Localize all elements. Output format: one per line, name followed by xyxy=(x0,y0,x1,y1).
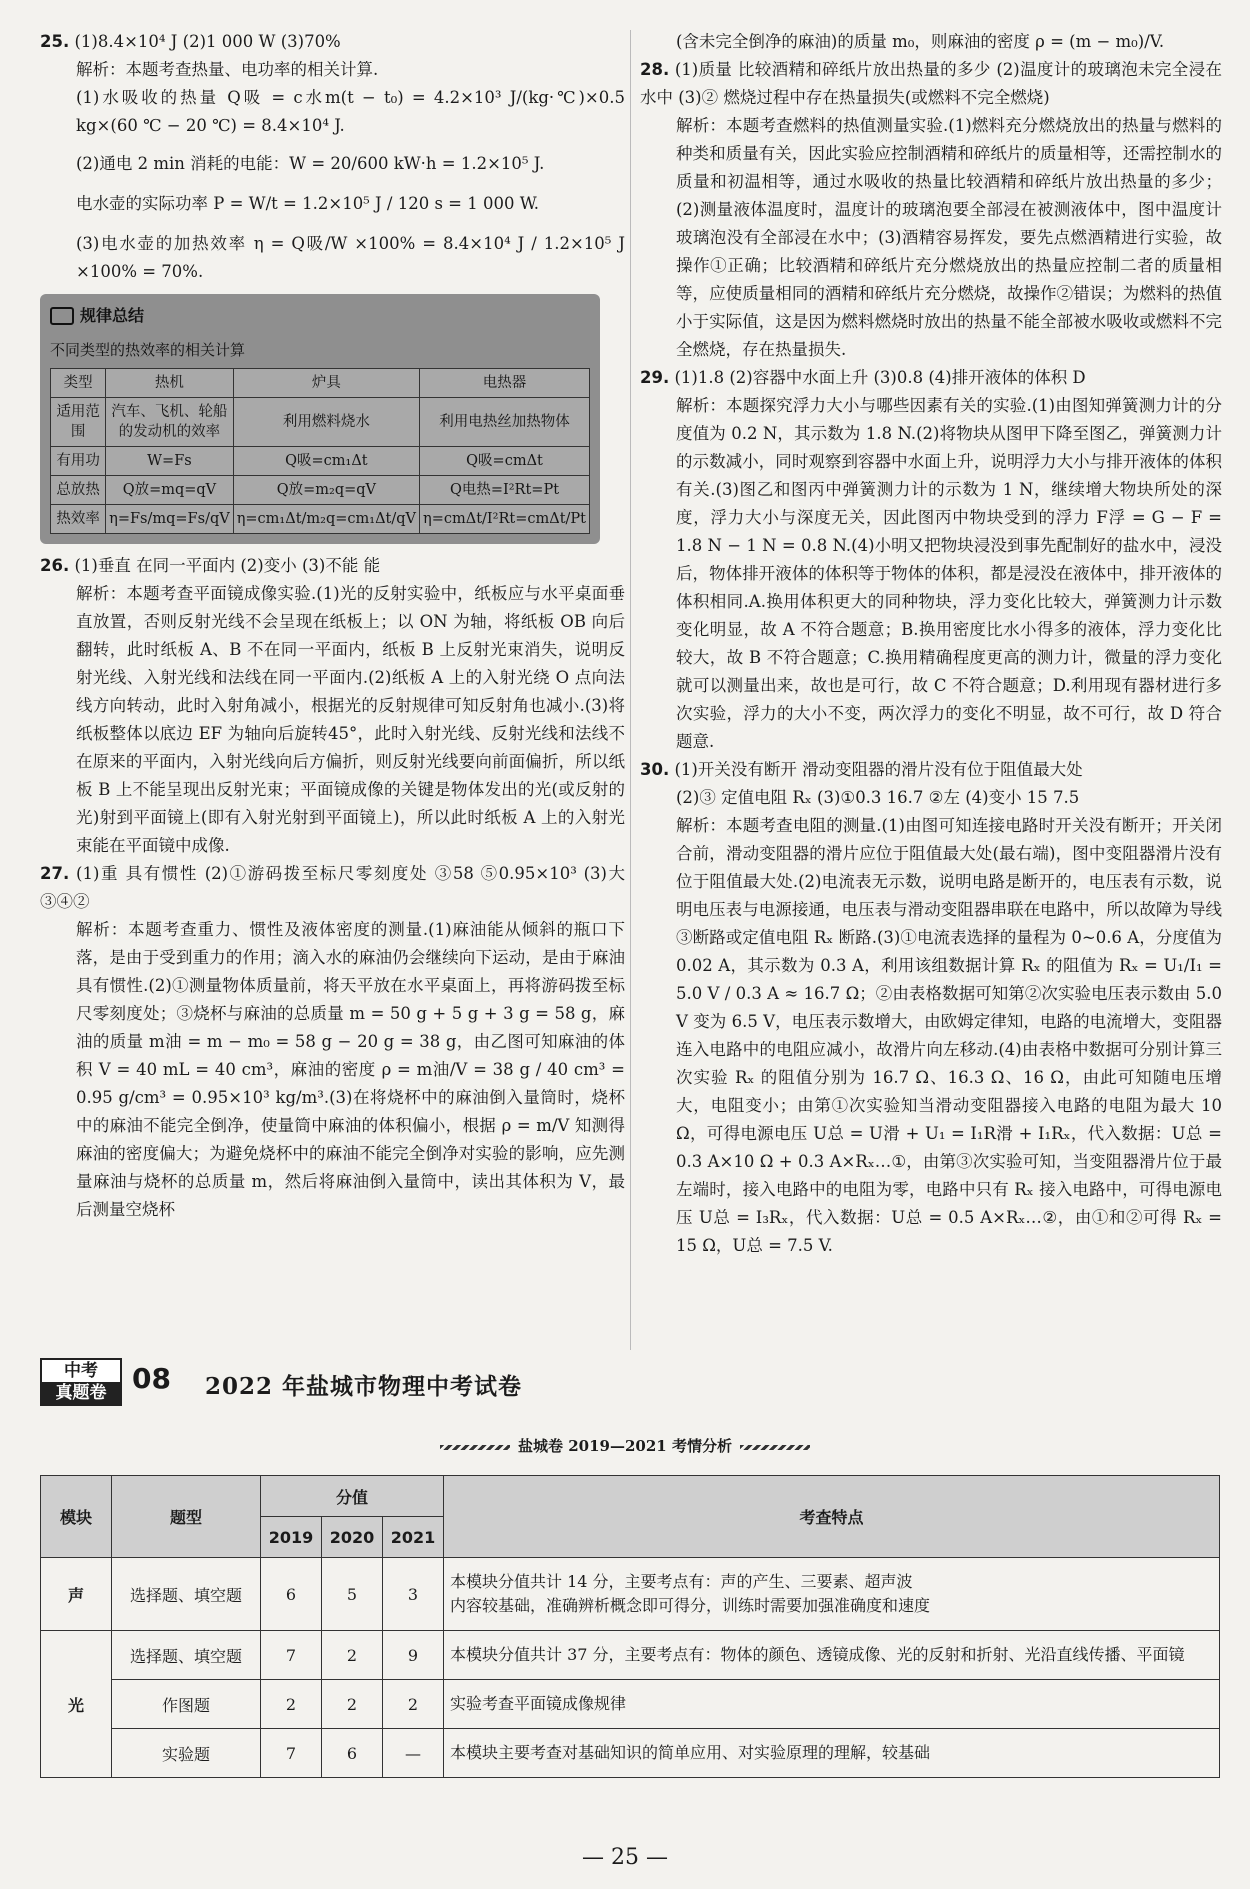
q26-explanation: 解析：本题考查平面镜成像实验.(1)光的反射实验中，纸板应与水平桌面垂直放置，否则反射光线不会呈现在纸板上；以 ON 为轴，将纸板 OB 向后翻转，此时纸板 A、B 不在同一平面内，纸板 B 上反射光束消失，说明反射光线、入射光线和法线在同一平面内.(2)纸板 A 上的入射光绕 O 点向法线方向转动，此时入射角减小，根据光的反射规律可知反射角也减小.(3)将纸板整体以底边 EF 为轴向后旋转45°，此时入射光线、反射光线和法线不在原来的平面内，入射光线向后方偏折，则反射光线要向前面偏折，所以纸板 B 上不能呈现出反射光束；平面镜成像的关键是物体发出的光(或反射的光)射到平面镜上(即有入射光射到平面镜上)，所以此时纸板 A 上的入射光束能在平面镜中成像. xyxy=(76,584,625,855)
table-row: 总放热 Q放=mq=qV Q放=m₂q=qV Q电热=I²Rt=Pt xyxy=(51,476,590,505)
right-column xyxy=(640,28,1222,1260)
table-row: 模块 题型 分值 考查特点 xyxy=(41,1476,1220,1517)
q27-number: 27. xyxy=(40,864,70,883)
table-row: 作图题 2 2 2 实验考查平面镜成像规律 xyxy=(41,1680,1220,1729)
table-row: 热效率 η=Fs/mq=Fs/qV η=cm₁Δt/m₂q=cm₁Δt/qV η=cmΔt/I²Rt=cmΔt/Pt xyxy=(51,505,590,534)
q26-number: 26. xyxy=(40,556,70,575)
q30-number: 30. xyxy=(640,760,670,779)
q30-answer-2: (2)③ 定值电阻 Rₓ (3)①0.3 16.7 ②左 (4)变小 15 7.5 xyxy=(676,788,1080,807)
q25-line-3: 电水壶的实际功率 P = W/t = 1.2×10⁵ J / 120 s = 1 000 W. xyxy=(76,194,540,213)
analysis-subheading: 盐城卷 2019—2021 考情分析 xyxy=(0,1435,1250,1456)
q25-answer: 25. (1)8.4×10⁴ J (2)1 000 W (3)70% xyxy=(40,32,341,51)
q25-line-4: (3)电水壶的加热效率 η = Q吸/W ×100% = 8.4×10⁴ J / 1.2×10⁵ J ×100% = 70%. xyxy=(76,234,625,281)
page-number: — 25 — xyxy=(582,1845,668,1870)
section-title: 2022 年盐城市物理中考试卷 xyxy=(205,1373,523,1400)
q25-line-1: (1)水吸收的热量 Q吸 = c水m(t − t₀) = 4.2×10³ J/(kg·℃)×0.5 kg×(60 ℃ − 20 ℃) = 8.4×10⁴ J. xyxy=(76,88,625,135)
hand-icon xyxy=(50,307,74,325)
table-row: 光 选择题、填空题 7 2 9 本模块分值共计 37 分，主要考点有：物体的颜色、透镜成像、光的反射和折射、光沿直线传播、平面镜 xyxy=(41,1631,1220,1680)
q30-explanation: 解析：本题考查电阻的测量.(1)由图可知连接电路时开关没有断开；开关闭合前，滑动变阻器的滑片应位于阻值最大处(最右端)，图中变阻器滑片没有位于阻值最大处.(2)电流表无示数，说明电路是断开的，电压表有示数，说明电压表与电源接通，电压表与滑动变阻器串联在电路中，所以故障为导线③断路或定值电阻 Rₓ 断路.(3)①电流表选择的量程为 0~0.6 A，分度值为 0.02 A，其示数为 0.3 A，利用该组数据计算 Rₓ 的阻值为 Rₓ = U₁/I₁ = 5.0 V / 0.3 A ≈ 16.7 Ω；②由表格数据可知第②次实验电压表示数由 5.0 V 变为 6.5 V，电压表示数增大，由欧姆定律知，电路的电流增大，变阻器连入电路中的电阻应减小，故滑片向左移动.(4)由表格中数据可分别计算三次实验 Rₓ 的阻值分别为 16.7 Ω、16.3 Ω、16 Ω，由此可知随电压增大，电阻变小；由第①次实验知当滑动变阻器接入电路的电阻为最大 10 Ω，可得电源电压 U总 = U滑 + U₁ = I₁R滑 + I₁Rₓ，代入数据：U总 = 0.3 A×10 Ω + 0.3 A×Rₓ…①，由第③次实验可知，当变阻器滑片位于最左端时，接入电路中的电阻为零，电路中只有 Rₓ 接入电路中，可得电源电压 U总 = I₃Rₓ，代入数据：U总 = 0.5 A×Rₓ…②，由①和②可得 Rₓ = 15 Ω，U总 = 7.5 V. xyxy=(676,816,1222,1255)
q25-explanation-title: 解析：本题考查热量、电功率的相关计算. xyxy=(76,60,379,79)
q27-explanation: 解析：本题考查重力、惯性及液体密度的测量.(1)麻油能从倾斜的瓶口下落，是由于受到重力的作用；滴入水的麻油仍会继续向下运动，是由于麻油具有惯性.(2)①测量物体质量前，将天平放在水平桌面上，再将游码拨至标尺零刻度处；③烧杯与麻油的总质量 m = 50 g + 5 g + 3 g = 58 g，麻油的质量 m油 = m − m₀ = 58 g − 20 g = 38 g，由乙图可知麻油的体积 V = 40 mL = 40 cm³，麻油的密度 ρ = m油/V = 38 g / 40 cm³ = 0.95 g/cm³ = 0.95×10³ kg/m³.(3)在将烧杯中的麻油倒入量筒时，烧杯中的麻油不能完全倒净，使量筒中麻油的体积偏小，根据 ρ = m/V 知测得麻油的密度偏大；为避免烧杯中的麻油不能完全倒净对实验的影响，应先测量麻油与烧杯的总质量 m，然后将麻油倒入量筒中，读出其体积为 V，最后测量空烧杯 xyxy=(76,920,625,1219)
summary-box xyxy=(40,294,600,544)
decor-bar-left xyxy=(440,1445,510,1450)
q29-explanation: 解析：本题探究浮力大小与哪些因素有关的实验.(1)由图知弹簧测力计的分度值为 0.2 N，其示数为 1.8 N.(2)将物块从图甲下降至图乙，弹簧测力计的示数减小，同时观察到容器中水面上升，说明浮力大小与排开液体的体积有关.(3)图乙和图丙中弹簧测力计的示数为 1 N，继续增大物块所处的深度，浮力大小与深度无关，因此图丙中物块受到的浮力 F浮 = G − F = 1.8 N − 1 N = 0.8 N.(4)小明又把物块浸没到事先配制好的盐水中，浸没后，物体排开液体的体积等于物体的体积，都是浸没在液体中，排开液体的体积相同.A.换用体积更大的同种物块，浮力变化比较大，弹簧测力计示数变化明显，故 A 不符合题意；B.换用密度比水小得多的液体，浮力变化比较大，故 B 不符合题意；C.换用精确程度更高的测力计，微量的浮力变化就可以测量出来，故也是可行，故 C 不符合题意；D.利用现有器材进行多次实验，浮力的大小不变，两次浮力的变化不明显，故不可行，故 D 符合题意. xyxy=(676,396,1222,751)
q29-answer: 29. (1)1.8 (2)容器中水面上升 (3)0.8 (4)排开液体的体积 D xyxy=(640,368,1086,387)
left-column xyxy=(40,28,625,1224)
q25-number: 25. xyxy=(40,32,70,51)
section-header xyxy=(40,1358,1220,1410)
q27-continuation: (含未完全倒净的麻油)的质量 m₀，则麻油的密度 ρ = (m − m₀)/V. xyxy=(676,32,1165,51)
column-divider xyxy=(630,30,631,1350)
table-row: 适用范围 汽车、飞机、轮船的发动机的效率 利用燃料烧水 利用电热丝加热物体 xyxy=(51,398,590,447)
q28-answer: 28. (1)质量 比较酒精和碎纸片放出热量的多少 (2)温度计的玻璃泡未完全浸在水中 (3)② 燃烧过程中存在热量损失(或燃料不完全燃烧) xyxy=(640,60,1223,107)
table-row: 声 选择题、填空题 6 5 3 本模块分值共计 14 分，主要考点有：声的产生、三要素、超声波 内容较基础，准确辨析概念即可得分，训练时需要加强准确度和速度 xyxy=(41,1558,1220,1631)
section-number: 08 xyxy=(132,1362,171,1395)
analysis-table xyxy=(40,1475,1220,1778)
summary-table xyxy=(50,368,590,534)
summary-title: 不同类型的热效率的相关计算 xyxy=(50,341,246,359)
table-row: 实验题 7 6 — 本模块主要考查对基础知识的简单应用、对实验原理的理解，较基础 xyxy=(41,1729,1220,1778)
summary-header: 规律总结 xyxy=(50,302,590,330)
q27-answer: 27. (1)重 具有惯性 (2)①游码拨至标尺零刻度处 ③58 ⑤0.95×10³ (3)大 ③④② xyxy=(40,864,626,911)
exam-badge: 中考 真题卷 xyxy=(40,1358,122,1406)
q28-explanation: 解析：本题考查燃料的热值测量实验.(1)燃料充分燃烧放出的热量与燃料的种类和质量有关，因此实验应控制酒精和碎纸片的质量相等，还需控制水的质量和初温相等，通过水吸收的热量比较酒精和碎纸片放出热量的多少；(2)测量液体温度时，温度计的玻璃泡要全部浸在被测液体中，图中温度计玻璃泡没有全部浸在水中；(3)酒精容易挥发，要先点燃酒精进行实验，故操作①正确；比较酒精和碎纸片充分燃烧放出的热量应控制二者的质量相等，应使质量相同的酒精和碎纸片充分燃烧，故操作②错误；为燃料的热值小于实际值，这是因为燃料燃烧时放出的热量不能全部被水吸收或燃料不完全燃烧，存在热量损失. xyxy=(676,116,1222,359)
q30-answer: 30. (1)开关没有断开 滑动变阻器的滑片没有位于阻值最大处 xyxy=(640,760,1083,779)
q26-answer: 26. (1)垂直 在同一平面内 (2)变小 (3)不能 能 xyxy=(40,556,381,575)
table-row: 有用功 W=Fs Q吸=cm₁Δt Q吸=cmΔt xyxy=(51,447,590,476)
decor-bar-right xyxy=(740,1445,810,1450)
table-row: 类型 热机 炉具 电热器 xyxy=(51,369,590,398)
q25-line-2: (2)通电 2 min 消耗的电能：W = 20/600 kW·h = 1.2×10⁵ J. xyxy=(76,154,545,173)
table-row: 2019 2020 2021 xyxy=(41,1517,1220,1558)
q29-number: 29. xyxy=(640,368,670,387)
q28-number: 28. xyxy=(640,60,670,79)
